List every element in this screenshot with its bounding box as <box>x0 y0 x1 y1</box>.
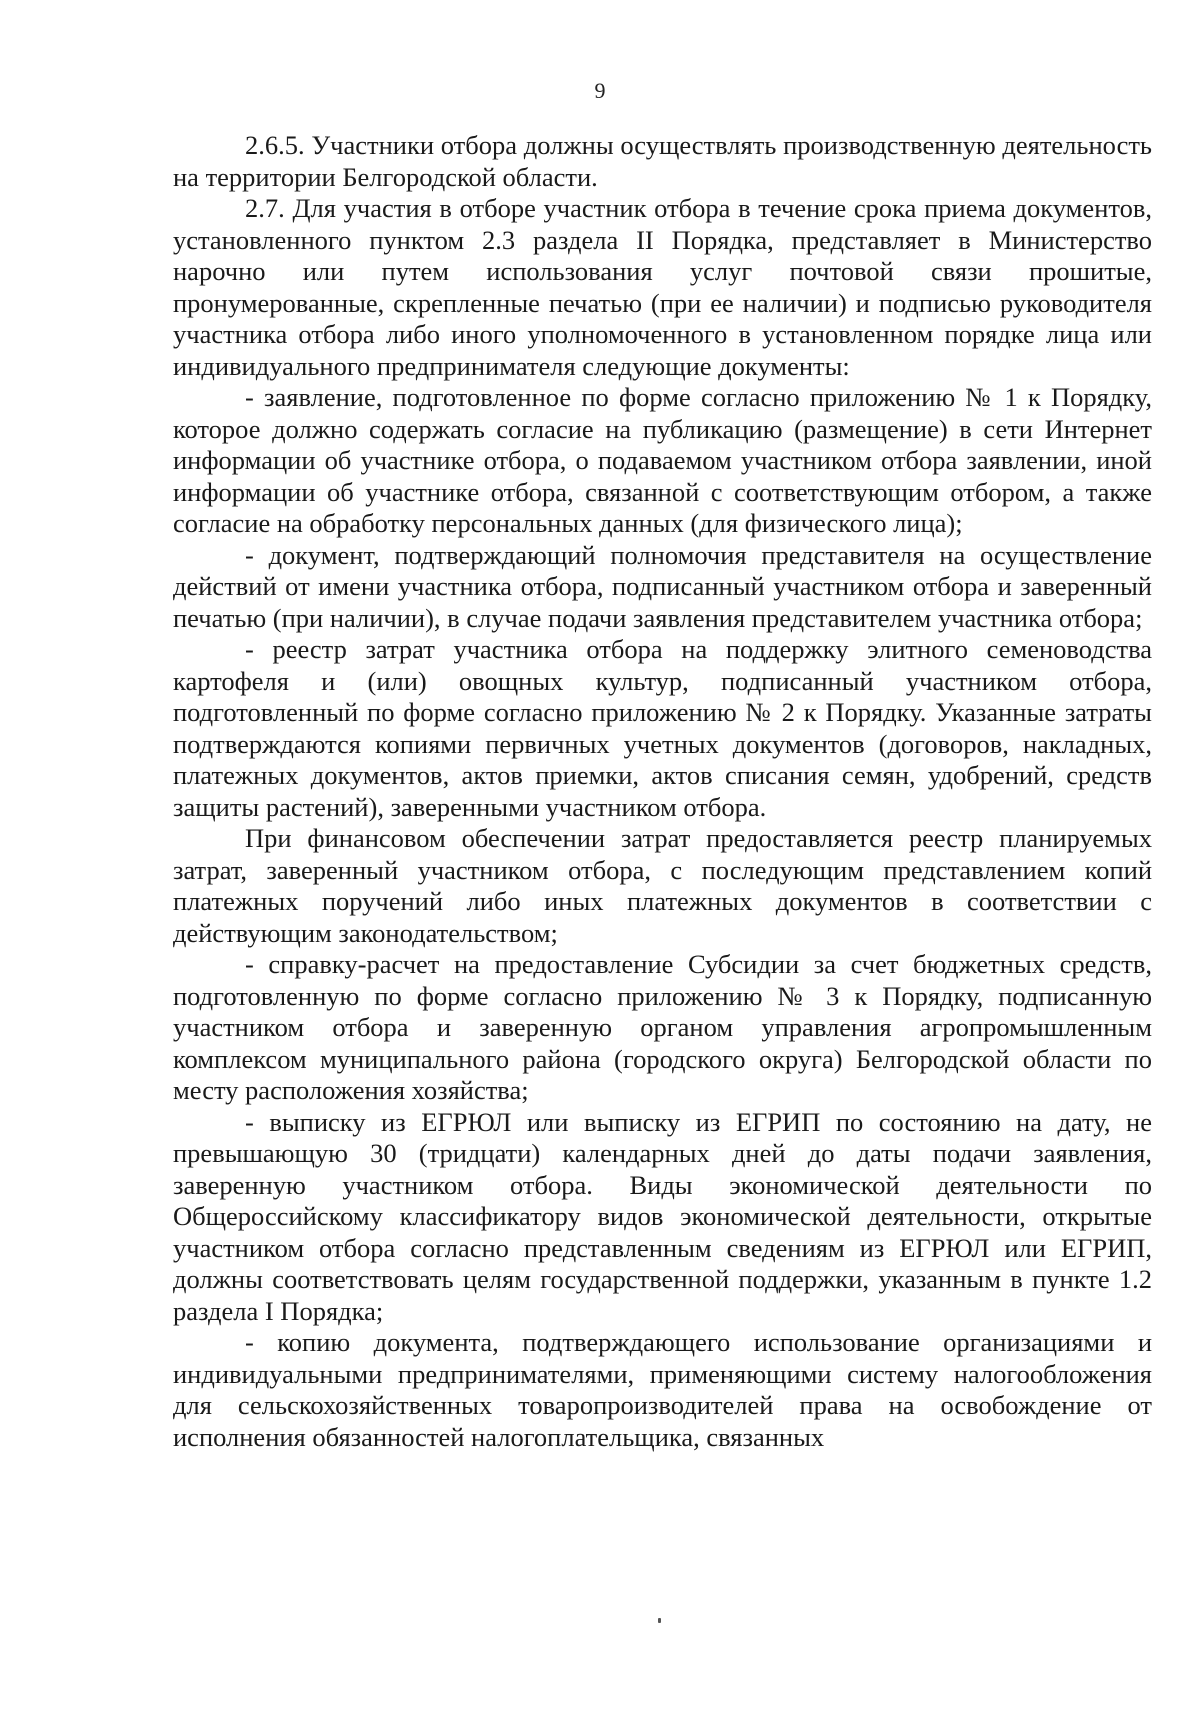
list-item-application: - заявление, подготовленное по форме согласно приложению № 1 к Порядку, которое должно содержать согласие на публикацию (размещение) в сети Интернет информации об участнике отбора, о подаваемом участником отбора заявлении, иной информации об участнике отбора, связанной с соответствующим отбором, а также согласие на обработку персональных данных (для физического лица); <box>173 382 1152 538</box>
paragraph-2-7: 2.7. Для участия в отборе участник отбора в течение срока приема документов, установленного пунктом 2.3 раздела II Порядка, представляет в Министерство нарочно или путем использования услуг почтовой связи прошитые, пронумерованные, скрепленные печатью (при ее наличии) и подписью руководителя участника отбора либо иного уполномоченного в установленном порядке лица или индивидуального предпринимателя следующие документы: <box>173 193 1152 381</box>
list-item-authority-document: - документ, подтверждающий полномочия представителя на осуществление действий от имени участника отбора, подписанный участником отбора и заверенный печатью (при наличии), в случае подачи заявления представителем участника отбора; <box>173 539 1152 633</box>
paragraph-2-6-5: 2.6.5. Участники отбора должны осуществлять производственную деятельность на территории Белгородской области. <box>173 130 1152 192</box>
list-item-calculation-certificate: - справку-расчет на предоставление Субсидии за счет бюджетных средств, подготовленную по форме согласно приложению № 3 к Порядку, подписанную участником отбора и заверенную органом управления агропромышленным комплексом муниципального района (городского округа) Белгородской области по месту расположения хозяйства; <box>173 949 1152 1105</box>
list-item-cost-register: - реестр затрат участника отбора на поддержку элитного семеноводства картофеля и (или) овощных культур, подписанный участником отбора, подготовленный по форме согласно приложению № 2 к Порядку. Указанные затраты подтверждаются копиями первичных учетных документов (договоров, накладных, платежных документов, актов приемки, актов списания семян, удобрений, средств защиты растений), заверенными участником отбора. <box>173 634 1152 822</box>
paragraph-planned-costs: При финансовом обеспечении затрат предоставляется реестр планируемых затрат, заверенный участником отбора, с последующим представлением копий платежных поручений либо иных платежных документов в соответствии с действующим законодательством; <box>173 823 1152 948</box>
scan-artifact-dot <box>658 1618 661 1623</box>
list-item-tax-exemption-copy: - копию документа, подтверждающего использование организациями и индивидуальными предпринимателями, применяющими систему налогообложения для сельскохозяйственных товаропроизводителей права на освобождение от исполнения обязанностей налогоплательщика, связанных <box>173 1327 1152 1452</box>
list-item-registry-extract: - выписку из ЕГРЮЛ или выписку из ЕГРИП по состоянию на дату, не превышающую 30 (тридцати) календарных дней до даты подачи заявления, заверенную участником отбора. Виды экономической деятельности по Общероссийскому классификатору видов экономической деятельности, открытые участником отбора согласно представленным сведениям из ЕГРЮЛ или ЕГРИП, должны соответствовать целям государственной поддержки, указанным в пункте 1.2 раздела I Порядка; <box>173 1106 1152 1326</box>
page-number: 9 <box>594 78 606 103</box>
document-body <box>173 130 1152 1453</box>
